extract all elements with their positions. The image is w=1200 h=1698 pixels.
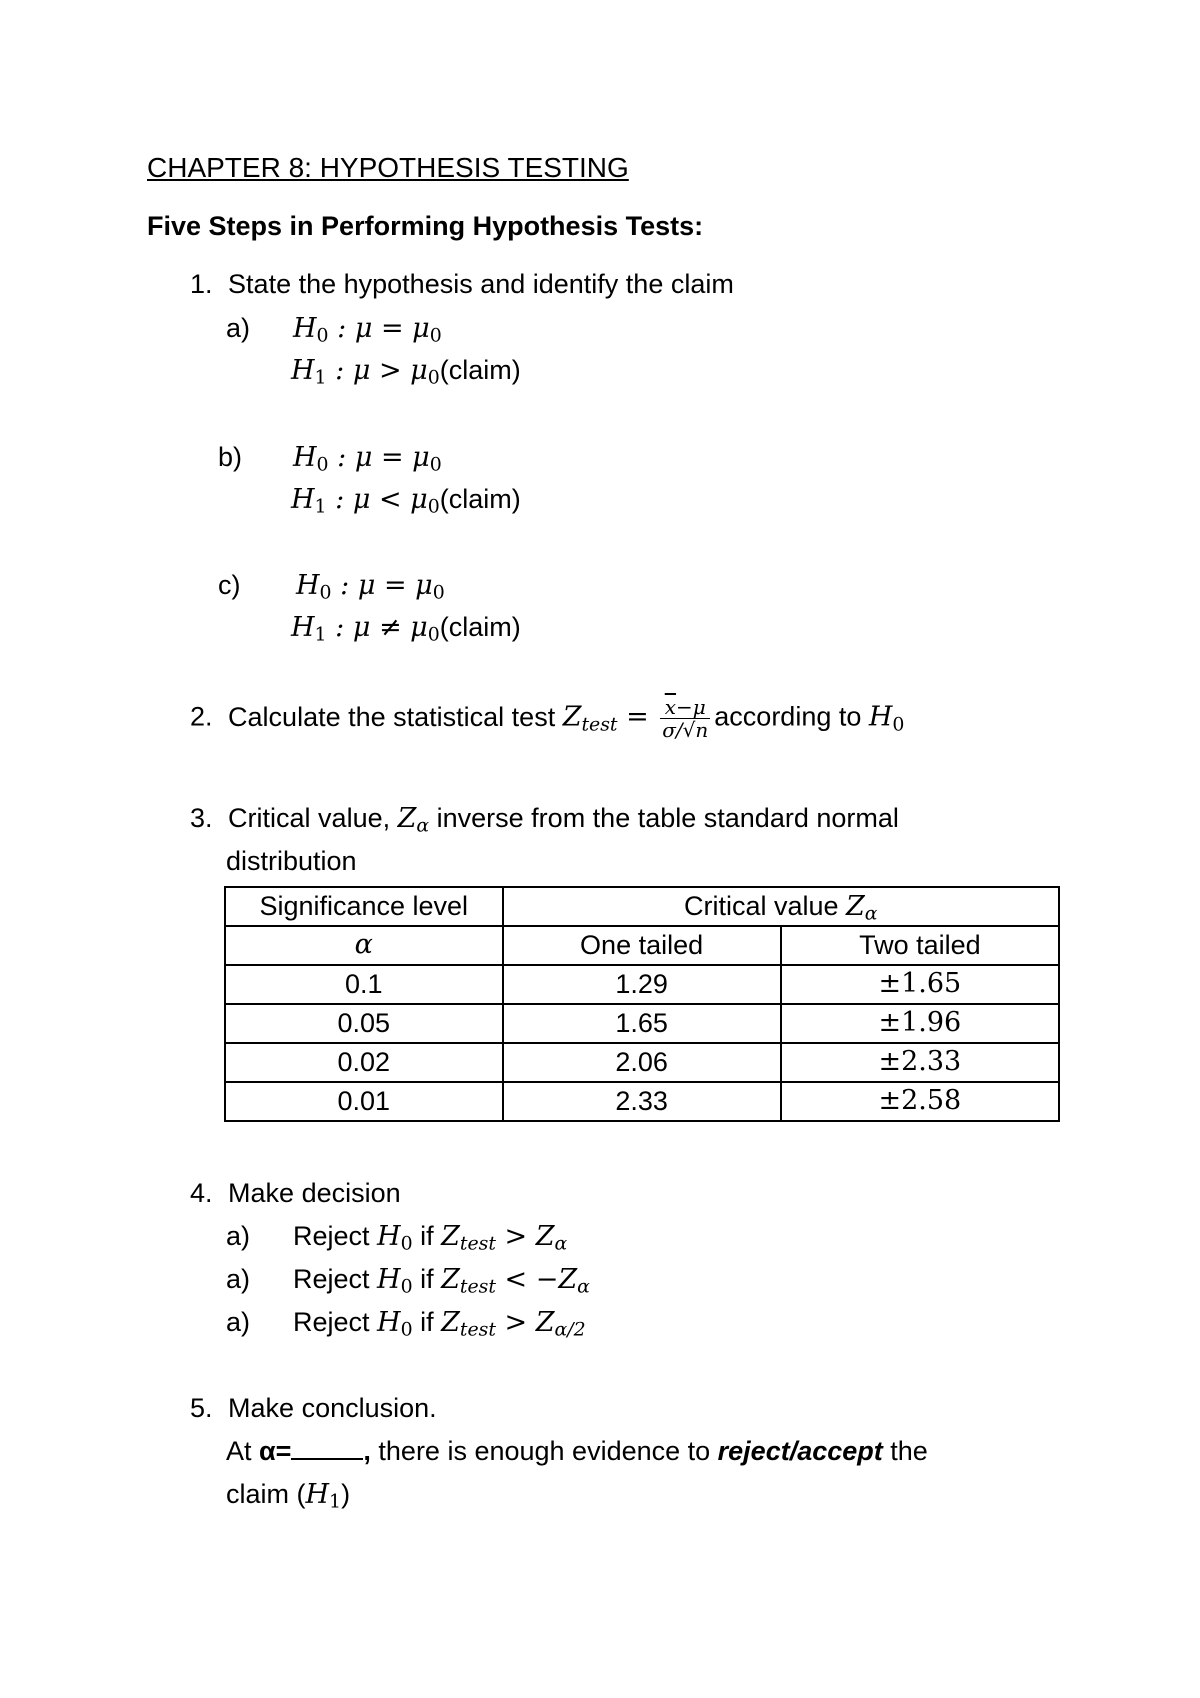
decision-label: a) (226, 1307, 251, 1337)
case-label-c: c) (218, 570, 241, 600)
decision-label: a) (226, 1264, 251, 1294)
case-a-h1: $H_1$ : $\mu > \mu_0(claim)$ (291, 355, 521, 389)
case-label-a: a) (226, 313, 251, 343)
table-row: 0.1 1.29 ±1.65 (225, 965, 1059, 1004)
header-alpha: α (225, 926, 503, 965)
step-4: 4. Make decision (190, 1178, 401, 1208)
case-c-h0: $H_0$ : $\mu = \mu_0$ (296, 570, 445, 604)
step-number: 1. (190, 269, 213, 299)
table-header-row (225, 887, 1059, 926)
case-label-b: b) (218, 442, 243, 472)
decision-rule: Reject $H_0$ if $Z_{test} < -Z_\alpha$ (293, 1264, 590, 1298)
z-test-fraction: $\frac{\overline{x}-\mu}{\sigma/√n}$ (662, 695, 709, 742)
step-2: 2. Calculate the statistical test $Z_{test}$ = $\frac{\overline{x}-\mu}{\sigma/√n}$ according to $H_0$ (190, 695, 905, 742)
case-b-h0: $H_0$ : $\mu = \mu_0$ (293, 442, 442, 476)
page-title: CHAPTER 8: HYPOTHESIS TESTING (147, 152, 629, 183)
decision-rule: Reject $H_0$ if $Z_{test} > Z_{\alpha/2}$ (293, 1307, 586, 1341)
section-subtitle: Five Steps in Performing Hypothesis Tests: (147, 211, 704, 241)
step-text: State the hypothesis and identify the claim (228, 269, 734, 299)
conclusion-line: At α= , there is enough evidence to reject/accept the (226, 1436, 928, 1466)
decision-label: a) (226, 1221, 251, 1251)
step-1 (190, 268, 734, 300)
table-row: 0.02 2.06 ±2.33 (225, 1043, 1059, 1082)
critical-value-table (224, 886, 1060, 1122)
header-one-tailed: One tailed (503, 926, 781, 965)
table-row: 0.01 2.33 ±2.58 (225, 1082, 1059, 1121)
conclusion-line-2: claim $(H_1)$ (226, 1479, 351, 1513)
table-row: 0.05 1.65 ±1.96 (225, 1004, 1059, 1043)
case-b-h1: $H_1$ : $\mu < \mu_0(claim)$ (291, 484, 521, 518)
case-c-h1: $H_1$ : $\mu \ne \mu_0(claim)$ (291, 612, 521, 646)
decision-rule: Reject $H_0$ if $Z_{test} > Z_\alpha$ (293, 1221, 568, 1255)
step-3: 3. Critical value, $Z_\alpha$ inverse from the table standard normal (190, 803, 899, 837)
step-3-continued: distribution (226, 846, 357, 876)
case-a-h0: $H_0$ : $\mu = \mu_0$ (293, 313, 442, 347)
alpha-blank (291, 1438, 363, 1460)
reject-accept-emphasis: reject/accept (717, 1436, 883, 1466)
step-5: 5. Make conclusion. (190, 1393, 437, 1423)
header-critical-value: Critical value $Z_\alpha$ (503, 887, 1060, 926)
header-two-tailed: Two tailed (781, 926, 1059, 965)
header-significance: Significance level (225, 887, 503, 926)
table-subheader-row (225, 926, 1059, 965)
